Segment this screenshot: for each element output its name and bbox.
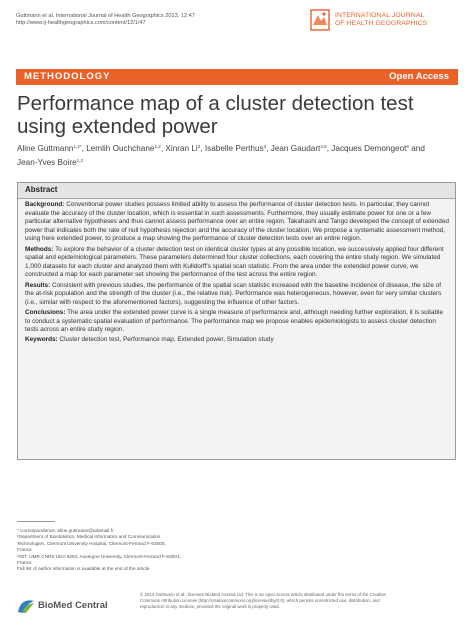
abstract-keywords: Keywords: Cluster detection test, Performance map, Extended power, Simulation study bbox=[25, 336, 274, 344]
article-title: Performance map of a cluster detection test using extended power bbox=[17, 92, 414, 138]
author-name[interactable]: Isabelle Perthus bbox=[204, 144, 264, 153]
author-name[interactable]: and Jean-Yves Boire bbox=[17, 144, 425, 167]
affiliation-1: ¹Department of Biostatistics, Medical Informatics and Communication Technologies, Clermont University Hospital, Clermont-Ferrand F-63000, France bbox=[17, 534, 166, 553]
footnote-divider bbox=[17, 521, 55, 522]
journal-globe-icon bbox=[310, 9, 330, 31]
citation-line: Guttmann et al. International Journal of Health Geographics 2013, 12:47 bbox=[16, 13, 195, 19]
author-affiliation-marker: 1,2 bbox=[76, 158, 84, 163]
author-separator: , bbox=[200, 144, 205, 153]
abstract-header bbox=[18, 183, 455, 199]
author-name[interactable]: Aline Guttmann bbox=[17, 144, 74, 153]
abstract-results: Results: Consistent with previous studies, the performance of the spatial scan statistic increased with the baseline incidence of disease, the size of the at-risk population and the strength of the cluster (i.e., the relative risk). Performance was heterogeneous, however, even for very similar clusters (i.e., similar with respect to the aforementioned factors), suggesting the influence of other factors. bbox=[25, 281, 442, 306]
author-list bbox=[17, 141, 447, 169]
author-affiliation-marker: 4,5 bbox=[320, 144, 327, 149]
abstract-box bbox=[17, 182, 456, 460]
section-bar bbox=[16, 69, 458, 85]
open-access-badge: Open Access bbox=[389, 71, 449, 82]
author-separator: , bbox=[326, 144, 332, 153]
publisher-name: BioMed Central bbox=[38, 600, 108, 611]
journal-name: INTERNATIONAL JOURNAL OF HEALTH GEOGRAPHICS bbox=[335, 12, 428, 27]
article-url-link[interactable]: http://www.ij-healthgeographics.com/content/12/1/47 bbox=[16, 20, 146, 27]
license-text: © 2013 Guttmann et al.; licensee BioMed Central Ltd. This is an open access article distributed under the terms of the Creative Commons Attribution License (http://creativecommons.org/licenses/by/2.0), which permits unrestricted use, distribution, and reproduction in any medium, provided the original work is properly cited. bbox=[140, 592, 386, 609]
author-separator: , bbox=[266, 144, 271, 153]
correspondence-email-link[interactable]: * Correspondence: aline.guttmann@udamail.fr bbox=[17, 528, 114, 533]
author-name[interactable]: Jean Gaudart bbox=[270, 144, 321, 153]
footnotes bbox=[17, 528, 217, 573]
author-name[interactable]: Lemlih Ouchchane bbox=[86, 144, 155, 153]
author-affiliation-marker: 3 bbox=[263, 144, 267, 149]
author-separator: , bbox=[160, 144, 166, 153]
running-head bbox=[16, 13, 316, 27]
abstract-methods: Methods: To explore the behavior of a cluster detection test on identical cluster types at any possible location, we successively applied four different spatial and epidemiological parameters. These parameters determined four cluster collections, each covering the entire study region. We simulated 1,000 datasets for each cluster and analyzed them with Kulldorff's spatial scan statistic. From the area under the extended power curve, we constructed a map for each parameter set showing the performance of the test across the entire region. bbox=[25, 245, 444, 279]
biomed-central-icon bbox=[17, 598, 35, 614]
author-affiliation-marker: 1,2* bbox=[73, 144, 82, 149]
article-type-label: METHODOLOGY bbox=[24, 71, 111, 82]
journal-logo bbox=[310, 9, 462, 33]
author-name[interactable]: Xinran Li bbox=[165, 144, 198, 153]
abstract-background: Background: Conventional power studies possess limited ability to assess the performance of cluster detection tests. In particular, they cannot evaluate the accuracy of the cluster location, which is essential in such assessments. Furthermore, they usually estimate power for one or a few particular alternative hypotheses and thus cannot assess performance over an entire region. Takahashi and Tango developed the concept of extended power that indicates both the rate of null hypothesis rejection and the accuracy of the cluster location. We propose a systematic assessment method, using here extended power, to produce a map showing the performance of cluster detection tests over an entire region. bbox=[25, 201, 449, 243]
author-affiliation-marker: 6 bbox=[406, 144, 409, 149]
affiliation-2: ²ISIT, UMR CNRS UDA 6284, Auvergne University, Clermont-Ferrand F-63001, France bbox=[17, 553, 181, 566]
author-affiliation-marker: 1,2 bbox=[154, 144, 161, 149]
author-separator: , bbox=[81, 144, 87, 153]
author-name[interactable]: Jacques Demongeot bbox=[331, 144, 407, 153]
author-info-note: Full list of author information is available at the end of the article bbox=[17, 566, 150, 572]
abstract-conclusions: Conclusions: The area under the extended power curve is a single measure of performance and, although needing further exploration, it is suitable to conduct a systematic spatial evaluation of performance. The performance map we propose enables epidemiologists to assess cluster detection tests across an entire study region. bbox=[25, 308, 444, 334]
publisher-logo bbox=[17, 598, 137, 616]
abstract-body bbox=[25, 201, 449, 346]
author-affiliation-marker: 2 bbox=[197, 144, 201, 149]
abstract-heading: Abstract bbox=[25, 185, 58, 194]
